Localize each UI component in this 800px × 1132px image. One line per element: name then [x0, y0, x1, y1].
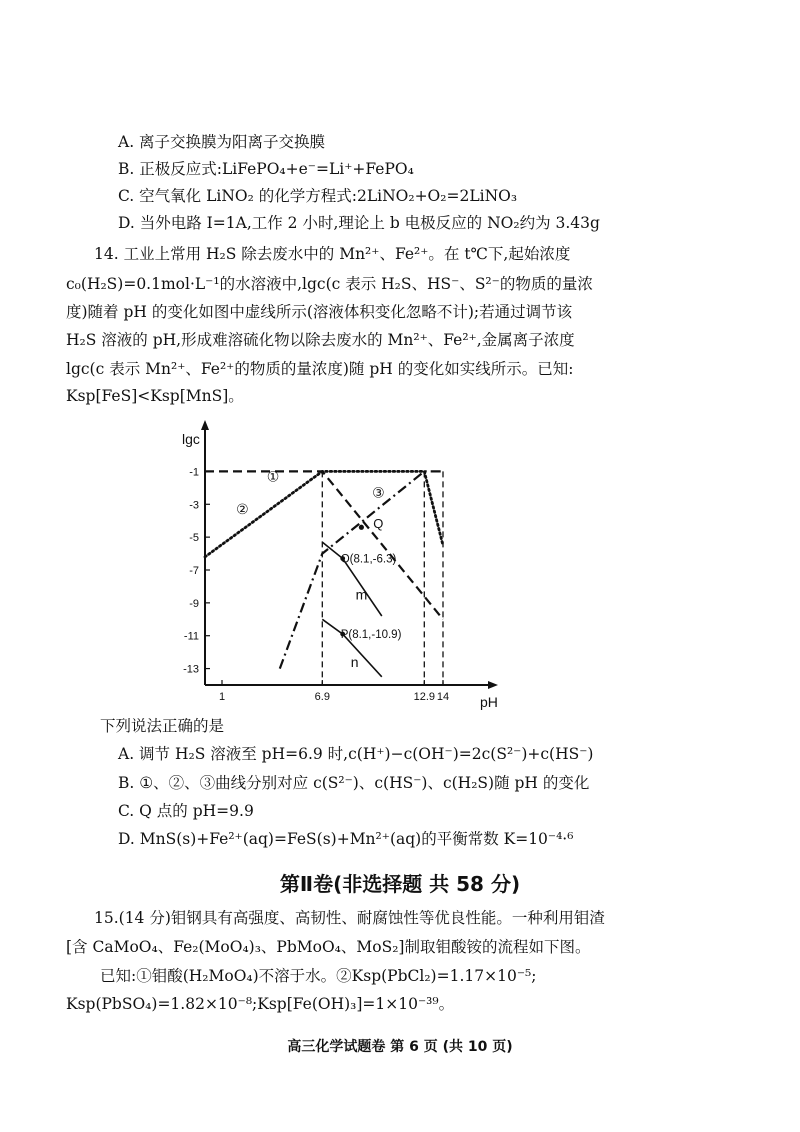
- series-label: n: [350, 653, 359, 670]
- q14-line-5: lgc(c 表示 Mn²⁺、Fe²⁺的物质的量浓度)随 pH 的变化如实线所示。已知:: [66, 360, 574, 378]
- x-tick-label: 6.9: [314, 691, 330, 703]
- chart-ticks: [183, 466, 449, 703]
- q14-option-b: B. ①、②、③曲线分别对应 c(S²⁻)、c(HS⁻)、c(H₂S)随 pH 的变化: [118, 774, 590, 792]
- x-axis-label: pH: [480, 694, 498, 710]
- x-axis-arrow: [488, 681, 498, 689]
- q13-option-b: B. 正极反应式:LiFePO₄+e⁻=Li⁺+FePO₄: [118, 160, 414, 178]
- y-tick-label: -13: [183, 663, 199, 676]
- y-tick-label: -9: [189, 597, 199, 610]
- series-line-①: [205, 471, 443, 619]
- q13-option-d: D. 当外电路 I=1A,工作 2 小时,理论上 b 电极反应的 NO₂约为 3.43g: [118, 214, 600, 232]
- x-tick-label: 12.9: [413, 691, 436, 703]
- series-label: ③: [372, 484, 385, 501]
- q14-line-6: Ksp[FeS]<Ksp[MnS]。: [66, 387, 244, 405]
- y-tick-label: -11: [183, 630, 199, 643]
- point-marker-q: [359, 525, 364, 530]
- y-tick-label: -1: [189, 466, 199, 479]
- q14-option-d: D. MnS(s)+Fe²⁺(aq)=FeS(s)+Mn²⁺(aq)的平衡常数 K=10⁻⁴·⁶: [118, 830, 574, 848]
- annotation-q: Q: [373, 516, 384, 531]
- page-footer: 高三化学试题卷 第 6 页 (共 10 页): [287, 1039, 513, 1055]
- annotation-label: O(8.1,-6.3): [340, 553, 397, 566]
- y-axis-label: lgc: [182, 431, 200, 447]
- q15-line-4: Ksp(PbSO₄)=1.82×10⁻⁸;Ksp[Fe(OH)₃]=1×10⁻³⁹。: [66, 995, 455, 1013]
- series-label: ②: [236, 501, 249, 518]
- q15-line-3: 已知:①钼酸(H₂MoO₄)不溶于水。②Ksp(PbCl₂)=1.17×10⁻⁵;: [100, 967, 537, 985]
- chart-labels: [182, 431, 498, 710]
- lgc-ph-chart: [170, 420, 530, 710]
- series-label: ①: [266, 468, 280, 485]
- q14-line-3: 度)随着 pH 的变化如图中虚线所示(溶液体积变化忽略不计);若通过调节该: [66, 303, 573, 321]
- q14-line-4: H₂S 溶液的 pH,形成难溶硫化物以除去废水的 Mn²⁺、Fe²⁺,金属离子浓度: [66, 331, 575, 349]
- y-tick-label: -3: [189, 499, 199, 512]
- q15-line-2: [含 CaMoO₄、Fe₂(MoO₄)₃、PbMoO₄、MoS₂]制取钼酸铵的流程如下图。: [66, 938, 591, 956]
- q14-option-a: A. 调节 H₂S 溶液至 pH=6.9 时,c(H⁺)−c(OH⁻)=2c(S²⁻)+c(HS⁻): [118, 745, 594, 763]
- y-axis-arrow: [201, 420, 209, 430]
- q13-option-a: A. 离子交换膜为阳离子交换膜: [118, 133, 326, 151]
- annotation-label: P(8.1,-10.9): [340, 629, 402, 642]
- q14-line-2: c₀(H₂S)=0.1mol·L⁻¹的水溶液中,lgc(c 表示 H₂S、HS⁻、S²⁻的物质的量浓: [66, 275, 593, 293]
- q13-option-c: C. 空气氧化 LiNO₂ 的化学方程式:2LiNO₂+O₂=2LiNO₃: [118, 187, 518, 205]
- q14-option-c: C. Q 点的 pH=9.9: [118, 802, 254, 820]
- y-tick-label: -7: [189, 565, 199, 577]
- q14-line-1: 14. 工业上常用 H₂S 除去废水中的 Mn²⁺、Fe²⁺。在 t℃下,起始浓度: [94, 245, 571, 263]
- section-title: 第Ⅱ卷(非选择题 共 58 分): [279, 872, 521, 896]
- q15-line-1: 15.(14 分)钼钢具有高强度、高韧性、耐腐蚀性等优良性能。一种利用钼渣: [94, 909, 605, 927]
- y-tick-label: -5: [189, 532, 199, 545]
- x-tick-label: 14: [436, 691, 450, 703]
- series-label: m: [355, 586, 368, 603]
- q14-question: 下列说法正确的是: [100, 717, 225, 735]
- x-tick-label: 1: [218, 691, 226, 703]
